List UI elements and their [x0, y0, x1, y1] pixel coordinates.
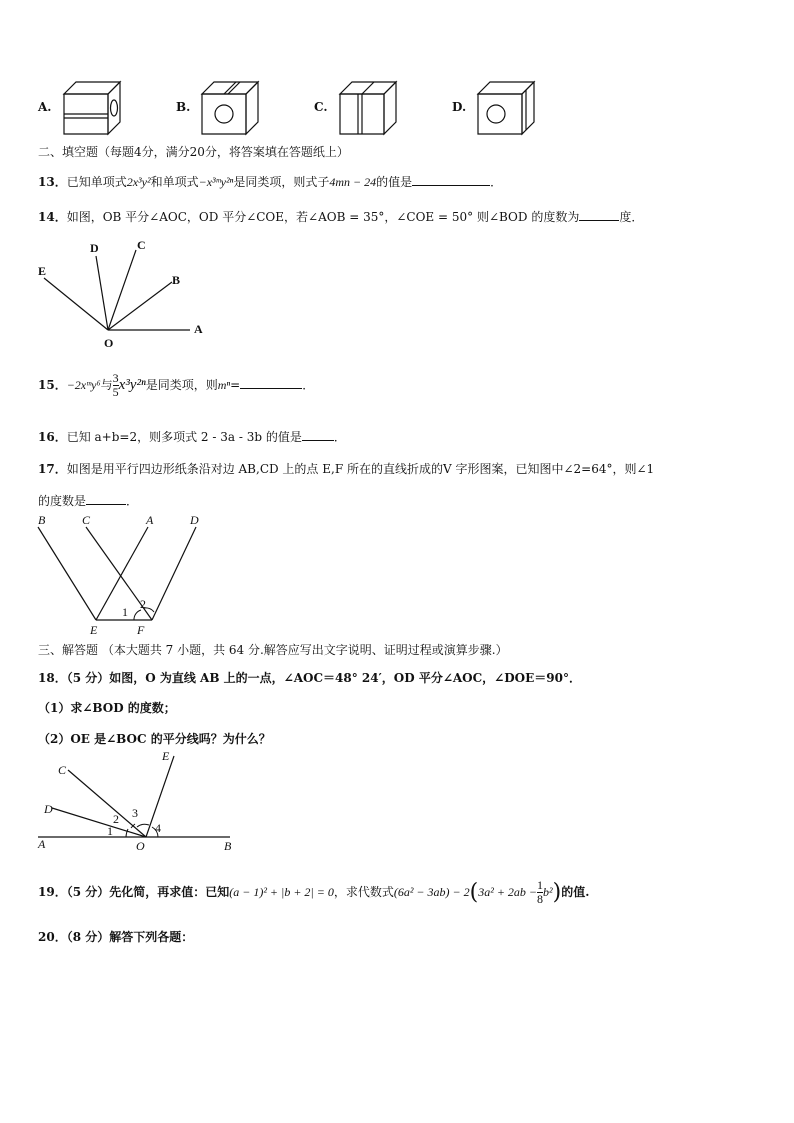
q17-line2: 的度数是	[38, 494, 87, 508]
q18-angle-figure	[38, 752, 238, 852]
q13-answer-blank[interactable]	[412, 173, 490, 186]
q18-label-a: A	[38, 837, 46, 851]
q15-fraction: $\frac{3}{5}$	[112, 371, 119, 399]
q15-expr3: mⁿ	[217, 378, 231, 392]
q14-text: 如图，OB 平分∠AOC，OD 平分∠COE，若∠AOB = 35°，∠COE = 50° 则∠BOD 的度数为	[66, 210, 580, 224]
q15-expr2: x³y²ⁿ	[118, 377, 146, 393]
q13-text-c: 是同类项，则式子	[233, 175, 330, 189]
section-3-title: 三、解答题 （本大题共 7 小题，共 64 分.解答应写出文字说明、证明过程或演算步骤.）	[38, 643, 508, 657]
q17-label-f: F	[137, 623, 145, 637]
q17-label-e: E	[90, 623, 98, 637]
option-b-label: B.	[176, 100, 191, 114]
q17-end: ．	[126, 494, 139, 508]
q18-sub-2: （2）OE 是∠BOC 的平分线吗？为什么？	[38, 732, 271, 746]
option-d-figure	[474, 78, 538, 138]
q17-number: 17．	[38, 462, 67, 476]
q18-label-b: B	[224, 839, 232, 853]
q14-label-d: D	[90, 241, 99, 255]
q19-expr-c: b²	[543, 885, 553, 899]
q18-label-o: O	[136, 839, 145, 853]
question-14	[38, 208, 643, 225]
question-18: 18．（5 分）如图，O 为直线 AB 上的一点，∠AOC＝48° 24′，OD 平分∠AOC，∠DOE＝90°．	[38, 671, 581, 685]
q17-answer-blank[interactable]	[86, 492, 126, 505]
q14-label-b: B	[172, 273, 181, 287]
q15-number: 15．	[38, 378, 67, 392]
q16-text: 已知 a+b=2，则多项式 2 - 3a - 3b 的值是	[66, 430, 302, 444]
q14-angle-figure	[40, 238, 210, 348]
q18-angle-4-label: 4	[155, 821, 161, 835]
q13-text-d: 的值是	[376, 175, 413, 189]
question-15	[38, 372, 314, 399]
q19-expr-b: 3a² + 2ab −	[478, 885, 538, 899]
option-c-figure	[336, 78, 400, 138]
question-17-line-2	[38, 492, 138, 509]
q14-label-e: E	[38, 264, 47, 278]
q15-text-c: =	[230, 378, 241, 392]
option-a-label: A.	[38, 100, 52, 114]
q16-answer-blank[interactable]	[302, 428, 334, 441]
q15-text-a: 与	[100, 378, 113, 392]
q17-angle-2-label: 2	[140, 597, 146, 611]
question-20: 20．（8 分）解答下列各题：	[38, 930, 194, 944]
q18-angle-3-label: 3	[132, 806, 138, 820]
option-b-figure	[198, 78, 262, 138]
section-2-title: 二、填空题（每题4分，满分20分，将答案填在答题纸上）	[38, 145, 349, 159]
question-16	[38, 428, 346, 445]
q14-end: 度．	[619, 210, 644, 224]
q19-fraction: $\frac{1}{8}$	[537, 878, 544, 906]
q13-end: ．	[490, 175, 503, 189]
q14-number: 14．	[38, 210, 67, 224]
q15-text-b: 是同类项，则	[145, 378, 218, 392]
q18-sub-1: （1）求∠BOD 的度数；	[38, 701, 176, 715]
q17-line1: 如图是用平行四边形纸条沿对边 AB,CD 上的点 E,F 所在的直线折成的V 字形图案，已知图中∠2=64°，则∠1	[66, 462, 655, 476]
q19-end: 的值.	[561, 885, 590, 899]
q13-text-b: 和单项式	[150, 175, 199, 189]
q16-number: 16．	[38, 430, 67, 444]
question-19	[38, 879, 589, 906]
q15-answer-blank[interactable]	[240, 376, 302, 389]
q14-answer-blank[interactable]	[579, 208, 619, 221]
q17-label-d: D	[190, 513, 199, 527]
q14-label-a: A	[194, 322, 203, 336]
q18-angle-2-label: 2	[113, 812, 119, 826]
option-c-label: C.	[314, 100, 328, 114]
q18-angle-1-label: 1	[107, 824, 113, 838]
question-17-line-1	[38, 460, 654, 477]
q17-label-b: B	[38, 513, 46, 527]
q13-number: 13．	[38, 175, 67, 189]
q18-label-c: C	[58, 763, 67, 777]
question-13	[38, 173, 502, 190]
q15-expr1: −2xᵐy⁶	[66, 378, 101, 392]
q17-angle-1-label: 1	[122, 605, 128, 619]
q19-mid-text: ，求代数式	[333, 885, 394, 899]
q14-label-c: C	[137, 238, 146, 252]
q13-expr1: 2x³y²	[126, 175, 151, 189]
q13-text-a: 已知单项式	[66, 175, 127, 189]
q19-left-paren: (	[469, 880, 479, 905]
q19-right-paren: )	[552, 880, 562, 905]
q19-condition: (a − 1)² + |b + 2| = 0	[229, 885, 334, 899]
q13-expr2: −x³ᵐy²ⁿ	[198, 175, 234, 189]
option-d-label: D.	[452, 100, 467, 114]
q18-label-d: D	[44, 802, 53, 816]
q16-end: ．	[333, 430, 346, 444]
q17-label-a: A	[146, 513, 154, 527]
q14-label-o: O	[104, 336, 114, 350]
option-a-figure	[60, 78, 124, 138]
q13-expr3: 4mn − 24	[329, 175, 377, 189]
q19-number: 19．（5 分）先化简，再求值：已知	[38, 885, 230, 899]
q19-expr-a: (6a² − 3ab) − 2	[393, 885, 470, 899]
q18-label-e: E	[162, 749, 170, 763]
q17-label-c: C	[82, 513, 91, 527]
q15-end: ．	[302, 378, 315, 392]
q17-v-figure	[38, 524, 218, 624]
